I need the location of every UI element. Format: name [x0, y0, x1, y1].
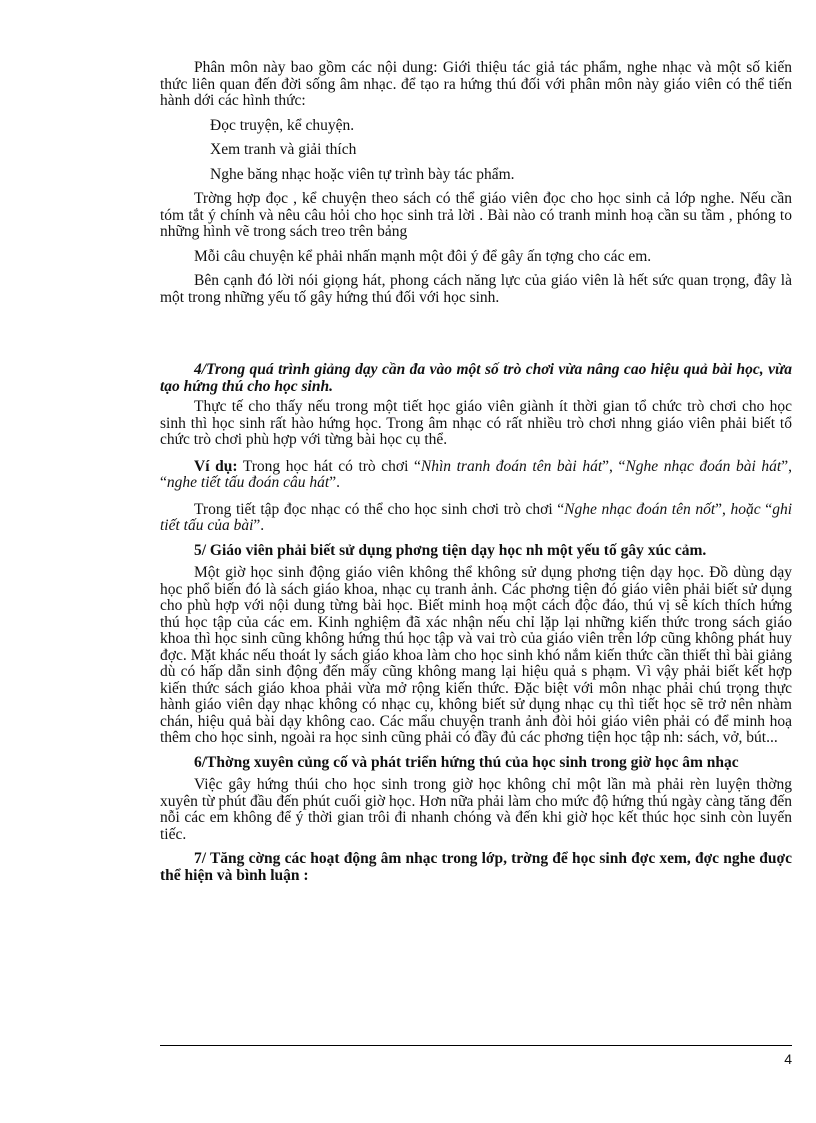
- paragraph-intro: Phân môn này bao gồm các nội dung: Giới thiệu tác giả tác phẩm, nghe nhạc và một số kiến thức liên quan đến đời sống âm nhạc. để tạo ra hứng thú đối với phân môn này giáo viên có thể tiến hành dới các hình thức:: [160, 59, 792, 109]
- paragraph-example-1: Ví dụ: Trong học hát có trò chơi “Nhìn tranh đoán tên bài hát”, “Nghe nhạc đoán bài hát”, “nghe tiết tấu đoán câu hát”.: [160, 457, 792, 491]
- paragraph-games: Thực tế cho thấy nếu trong một tiết học giáo viên giành ít thời gian tổ chức trò chơi cho học sinh thì học sinh rất hào hứng học. Trong âm nhạc có rất nhiều trò chơi nhng giáo viên phải biết tổ chức trò chơi phù hợp với từng bài học cụ thể.: [160, 398, 792, 448]
- list-item-pictures: Xem tranh và giải thích: [210, 141, 357, 158]
- heading-section-6: 6/Thờng xuyên củng cố và phát triển hứng thú của học sinh trong giờ học âm nhạc: [194, 753, 739, 771]
- paragraph-reading-case: Trờng hợp đọc , kể chuyện theo sách có thể giáo viên đọc cho học sinh cả lớp nghe. Nếu cần tóm tắt ý chính và nêu câu hỏi cho học sinh trả lời . Bài nào có tranh minh hoạ cần su tầm , phóng to những hình vẽ trong sách treo trên bảng: [160, 190, 792, 240]
- paragraph-teaching-aids: Một giờ học sinh động giáo viên không thể không sử dụng phơng tiện dạy học. Đồ dùng dạy học phổ biến đó là sách giáo khoa, nhạc cụ tranh ảnh. Các phơng tiện đó giáo viên phải biết sử dụng cho phù hợp với nội dung từng bài học. Biết minh hoạ một cách độc đáo, thú vị sẽ kích thích hứng thú học tập của các em. Kinh nghiệm đã xác nhận nếu chỉ lặp lại những kiến thức trong sách giáo khoa thì học sinh cũng không hứng thú học tập và vai trò của giáo viên trên lớp cũng không phát huy đợc. Mặt khác nếu thoát ly sách giáo khoa làm cho học sinh khó nắm kiến thức cần thiết thì bài giảng dù có hấp dẫn sinh động đến mấy cũng không mang lại hiệu quả s phạm. Vì vậy phải biết kết hợp kiến thức sách giáo khoa phải vừa mở rộng kiến thức. Đặc biệt với môn nhạc phải chú trọng thực hành giáo viên dạy nhạc không có nhạc cụ, không biết sử dụng nhạc cụ thì tiết học sẽ trở nên nhàm chán, hiệu quả bài dạy không cao. Các mẩu chuyện tranh ảnh đòi hỏi giáo viên phải có để minh hoạ thêm cho học sinh, ngoài ra học sinh cũng phải có đầy đủ các phơng tiện học tập nh: sách, vở, bút...: [160, 564, 792, 746]
- list-item-reading: Đọc truyện, kể chuyện.: [210, 116, 355, 134]
- heading-section-4: 4/Trong quá trình giảng dạy cần đa vào một số trò chơi vừa nâng cao hiệu quả bài học, vừa tạo hứng thú cho học sinh.: [160, 361, 792, 395]
- document-body: [160, 60, 792, 884]
- page-number: 4: [784, 1051, 792, 1067]
- example-label: Ví dụ:: [194, 457, 238, 475]
- paragraph-teacher-voice: Bên cạnh đó lời nói giọng hát, phong cách năng lực của giáo viên là hết sức quan trọng, đây là một trong những yếu tố gây hứng thú đối với học sinh.: [160, 272, 792, 306]
- footer-divider: [160, 1045, 792, 1046]
- paragraph-sustained-interest: Việc gây hứng thúi cho học sinh trong giờ học không chỉ một lần mà phải rèn luyện thờng xuyên từ phút đầu đến phút cuối giờ học. Hơn nữa phải làm cho mức độ hứng thú ngày càng tăng đến nỗi các em không để ý thời gian trôi đi nhanh chóng và đến khi giờ học kết thúc học sinh còn luyến tiếc.: [160, 776, 792, 843]
- heading-section-5: 5/ Giáo viên phải biết sử dụng phơng tiện dạy học nh một yếu tố gây xúc cảm.: [194, 541, 707, 559]
- heading-section-7: 7/ Tăng cờng các hoạt động âm nhạc trong lớp, trờng để học sinh đợc xem, đợc nghe đuợc thể hiện và bình luận :: [160, 850, 792, 884]
- paragraph-story-emphasis: Mỗi câu chuyện kể phải nhấn mạnh một đôi ý để gây ấn tợng cho các em.: [194, 247, 652, 265]
- list-item-music-tape: Nghe băng nhạc hoặc viên tự trình bày tác phẩm.: [210, 165, 515, 183]
- paragraph-example-2: Trong tiết tập đọc nhạc có thể cho học sinh chơi trò chơi “Nghe nhạc đoán tên nốt”, hoặc “ghi tiết tấu của bài”.: [160, 500, 792, 534]
